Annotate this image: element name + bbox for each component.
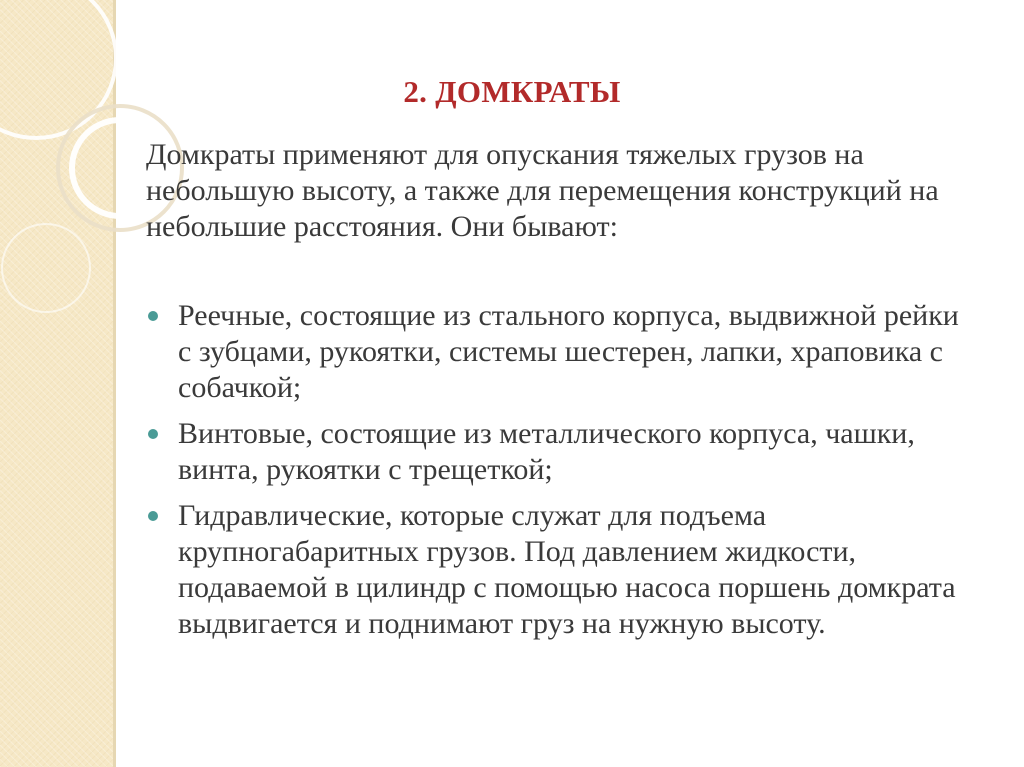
jack-types-list	[146, 298, 976, 652]
slide-title: 2. ДОМКРАТЫ	[403, 74, 621, 109]
list-item	[146, 298, 976, 406]
bullet-icon	[148, 311, 158, 321]
list-item	[146, 498, 976, 642]
intro-paragraph: Домкраты применяют для опускания тяжелых грузов на небольшую высоту, а также для перемещения конструкций на небольшие расстояния. Они бывают:	[146, 138, 939, 243]
bullet-icon	[148, 511, 158, 521]
ring-small	[2, 224, 90, 312]
list-item	[146, 416, 976, 488]
list-item-text: Реечные, состоящие из стального корпуса, выдвижной рейки с зубцами, рукоятки, системы шестерен, лапки, храповика с собачкой;	[178, 299, 959, 404]
list-item-text: Винтовые, состоящие из металлического корпуса, чашки, винта, рукоятки с трещеткой;	[178, 417, 915, 486]
list-item-text: Гидравлические, которые служат для подъема крупногабаритных грузов. Под давлением жидкости, подаваемой в цилиндр с помощью насоса поршень домкрата выдвигается и поднимают груз на нужную высоту.	[178, 499, 956, 640]
bullet-icon	[148, 429, 158, 439]
ring-large	[0, 0, 116, 138]
